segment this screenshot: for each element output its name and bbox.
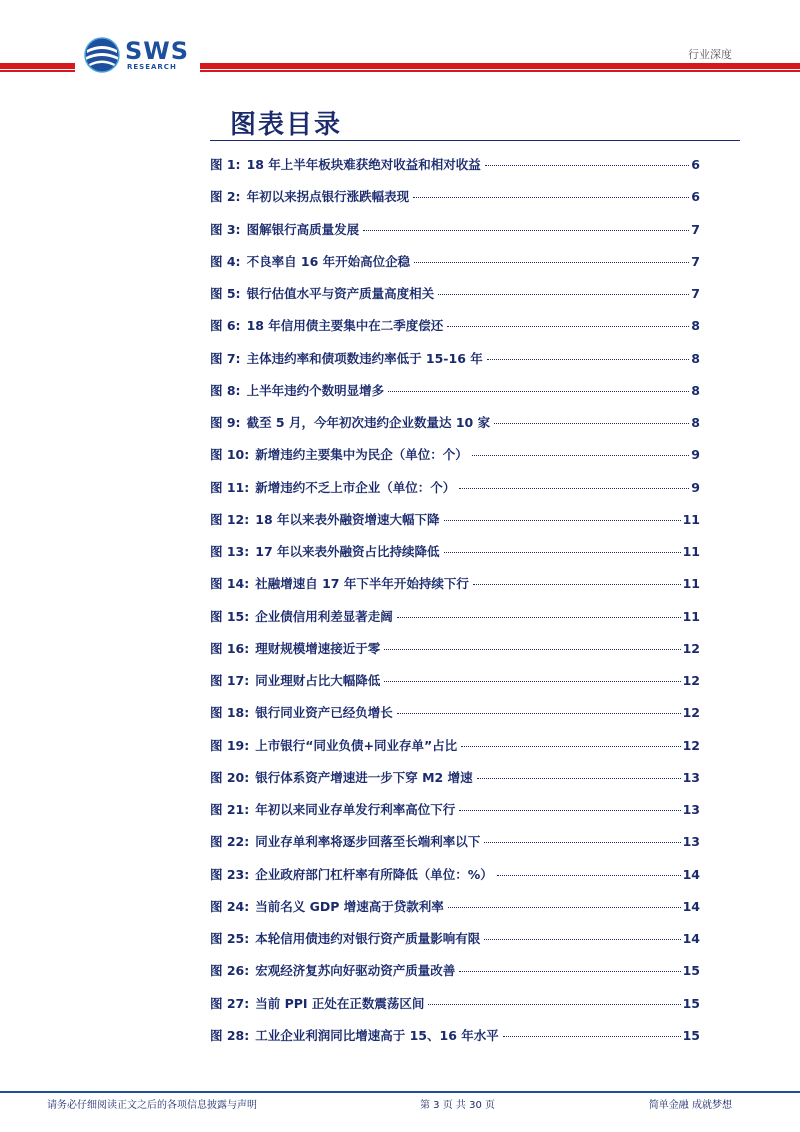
- toc-item-text: 不良率自 16 年开始高位企稳: [246, 253, 411, 269]
- toc-item-page: 12: [682, 737, 700, 753]
- toc-dot-leader: [384, 649, 680, 650]
- toc-item-text: 新增违约不乏上市企业（单位：个）: [255, 479, 456, 495]
- toc-item-number: 图 4:: [210, 253, 241, 269]
- toc-item-page: 7: [691, 253, 700, 269]
- toc-item-page: 15: [682, 1027, 700, 1043]
- footer-slogan: 简单金融 成就梦想: [648, 1100, 732, 1111]
- toc-dot-leader: [444, 552, 681, 553]
- toc-item-number: 图 14:: [210, 576, 250, 592]
- toc-dot-leader: [388, 391, 689, 392]
- header-category-tag: 行业深度: [688, 48, 732, 61]
- toc-item-number: 图 21:: [210, 802, 250, 817]
- header-rule-left: [0, 63, 75, 69]
- toc-item[interactable]: [210, 800, 700, 832]
- toc-item-number: 图 13:: [210, 544, 250, 559]
- toc-item-text: 18 年信用债主要集中在二季度偿还: [246, 318, 444, 334]
- toc-item[interactable]: [210, 703, 700, 735]
- toc-item[interactable]: [210, 252, 700, 284]
- toc-item[interactable]: [210, 574, 700, 606]
- toc-item-number: 图 9:: [210, 415, 241, 430]
- header-rule-right-thin: [200, 70, 800, 72]
- toc-item-text: 上半年违约个数明显增多: [246, 382, 385, 398]
- toc-dot-leader: [397, 617, 681, 618]
- toc-item-text: 主体违约率和债项数违约率低于 15-16 年: [246, 350, 483, 366]
- toc-item-text: 18 年以来表外融资增速大幅下降: [255, 511, 440, 527]
- toc-item-number: 图 8:: [210, 382, 241, 398]
- toc-item-page: 8: [691, 350, 700, 366]
- footer-disclaimer: 请务必仔细阅读正文之后的各项信息披露与声明: [47, 1100, 257, 1111]
- toc-item[interactable]: [210, 994, 700, 1026]
- toc-dot-leader: [444, 520, 681, 521]
- toc-item-number: 图 20:: [210, 769, 250, 785]
- toc-item[interactable]: [210, 1026, 700, 1058]
- toc-item-text: 截至 5 月，今年初次违约企业数量达 10 家: [246, 415, 491, 430]
- toc-item-number: 图 2:: [210, 189, 241, 205]
- header-rule-right: [200, 63, 800, 69]
- toc-item[interactable]: [210, 413, 700, 445]
- toc-item-text: 图解银行高质量发展: [246, 221, 360, 237]
- toc-item-page: 8: [691, 318, 700, 334]
- toc-dot-leader: [503, 1036, 681, 1037]
- toc-dot-leader: [428, 1004, 680, 1005]
- toc-dot-leader: [414, 262, 689, 263]
- toc-dot-leader: [363, 230, 689, 231]
- logo-text: SWS: [125, 37, 190, 65]
- toc-item-text: 银行同业资产已经负增长: [255, 705, 393, 721]
- toc-item[interactable]: [210, 607, 700, 639]
- toc-item-page: 7: [691, 286, 700, 301]
- toc-item-text: 宏观经济复苏向好驱动资产质量改善: [255, 963, 456, 979]
- toc-item[interactable]: [210, 155, 700, 187]
- toc-item[interactable]: [210, 542, 700, 574]
- toc-item-text: 企业政府部门杠杆率有所降低（单位：%）: [255, 866, 493, 882]
- toc-item-text: 年初以来同业存单发行利率高位下行: [255, 802, 456, 817]
- toc-item-text: 上市银行“同业负债+同业存单”占比: [255, 737, 458, 753]
- toc-item-page: 15: [682, 995, 700, 1011]
- toc-item-number: 图 26:: [210, 963, 250, 979]
- toc-dot-leader: [472, 455, 690, 456]
- toc-item-number: 图 17:: [210, 673, 250, 688]
- toc-item-number: 图 19:: [210, 737, 250, 753]
- toc-item-text: 银行估值水平与资产质量高度相关: [246, 286, 435, 301]
- toc-item-page: 8: [691, 415, 700, 430]
- toc-item-text: 新增违约主要集中为民企（单位：个）: [255, 447, 468, 463]
- toc-dot-leader: [459, 971, 680, 972]
- toc-item-number: 图 10:: [210, 447, 250, 463]
- toc-item-text: 理财规模增速接近于零: [255, 640, 381, 656]
- toc-item[interactable]: [210, 832, 700, 864]
- toc-item-number: 图 7:: [210, 350, 241, 366]
- toc-item-number: 图 15:: [210, 608, 250, 624]
- toc-item-page: 13: [682, 769, 700, 785]
- toc-item[interactable]: [210, 929, 700, 961]
- toc-item[interactable]: [210, 510, 700, 542]
- toc-item-text: 工业企业利润同比增速高于 15、16 年水平: [255, 1027, 499, 1043]
- toc-item[interactable]: [210, 381, 700, 413]
- toc-dot-leader: [448, 907, 681, 908]
- toc-dot-leader: [384, 681, 680, 682]
- toc-dot-leader: [447, 326, 689, 327]
- toc-item-text: 18 年上半年板块难获绝对收益和相对收益: [246, 157, 481, 172]
- toc-item-text: 银行体系资产增速进一步下穿 M2 增速: [255, 769, 473, 785]
- toc-item-text: 年初以来拐点银行涨跌幅表现: [246, 189, 410, 205]
- toc-dot-leader: [484, 939, 680, 940]
- toc-item[interactable]: [210, 187, 700, 219]
- toc-item-text: 当前 PPI 正处在正数震荡区间: [255, 995, 425, 1011]
- toc-dot-leader: [473, 584, 681, 585]
- toc-item-number: 图 24:: [210, 898, 250, 914]
- toc-list: [210, 155, 700, 1058]
- toc-item-page: 12: [682, 640, 700, 656]
- logo-subtext: RESEARCH: [127, 63, 177, 71]
- toc-item-number: 图 1:: [210, 157, 241, 172]
- toc-item[interactable]: [210, 865, 700, 897]
- toc-dot-leader: [461, 746, 680, 747]
- toc-item-page: 12: [682, 705, 700, 721]
- toc-item-page: 9: [691, 479, 700, 495]
- toc-item-number: 图 27:: [210, 995, 250, 1011]
- toc-item-page: 14: [682, 866, 700, 882]
- toc-item[interactable]: [210, 349, 700, 381]
- toc-dot-leader: [459, 810, 680, 811]
- toc-item[interactable]: [210, 639, 700, 671]
- toc-item[interactable]: [210, 671, 700, 703]
- toc-dot-leader: [487, 359, 690, 360]
- toc-title: 图表目录: [230, 110, 343, 140]
- toc-item-number: 图 23:: [210, 866, 250, 882]
- toc-item-page: 12: [682, 673, 700, 688]
- toc-dot-leader: [484, 842, 680, 843]
- toc-dot-leader: [459, 488, 689, 489]
- toc-item[interactable]: [210, 961, 700, 993]
- toc-item-page: 11: [682, 511, 700, 527]
- toc-item-number: 图 6:: [210, 318, 241, 334]
- toc-dot-leader: [397, 713, 681, 714]
- toc-item-number: 图 5:: [210, 286, 241, 301]
- footer-rule: [0, 1091, 800, 1093]
- toc-dot-leader: [413, 197, 689, 198]
- toc-dot-leader: [485, 165, 689, 166]
- toc-item-number: 图 18:: [210, 705, 250, 721]
- toc-item[interactable]: [210, 736, 700, 768]
- toc-item-page: 11: [682, 576, 700, 592]
- toc-item-number: 图 22:: [210, 834, 250, 850]
- toc-item-page: 7: [691, 221, 700, 237]
- toc-item-text: 当前名义 GDP 增速高于贷款利率: [255, 898, 444, 914]
- toc-title-rule: [210, 140, 740, 141]
- toc-item[interactable]: [210, 478, 700, 510]
- toc-item-number: 图 11:: [210, 479, 250, 495]
- toc-dot-leader: [497, 875, 681, 876]
- toc-dot-leader: [494, 423, 689, 424]
- header-rule-left-thin: [0, 70, 75, 72]
- toc-item-text: 社融增速自 17 年下半年开始持续下行: [255, 576, 469, 592]
- toc-item-number: 图 25:: [210, 931, 250, 946]
- toc-item[interactable]: [210, 220, 700, 252]
- toc-item[interactable]: [210, 897, 700, 929]
- toc-item-page: 13: [682, 834, 700, 850]
- sws-globe-icon: [83, 36, 121, 74]
- toc-item-number: 图 3:: [210, 221, 241, 237]
- toc-item-page: 14: [682, 931, 700, 946]
- toc-item-page: 6: [691, 157, 700, 172]
- footer-page-info: 第 3 页 共 30 页: [420, 1100, 495, 1111]
- toc-item-page: 9: [691, 447, 700, 463]
- toc-item[interactable]: [210, 316, 700, 348]
- toc-item-number: 图 12:: [210, 511, 250, 527]
- toc-item[interactable]: [210, 284, 700, 316]
- toc-item-text: 同业理财占比大幅降低: [255, 673, 381, 688]
- toc-item[interactable]: [210, 445, 700, 477]
- toc-item[interactable]: [210, 768, 700, 800]
- toc-item-page: 14: [682, 898, 700, 914]
- toc-dot-leader: [438, 294, 689, 295]
- toc-item-text: 同业存单利率将逐步回落至长端利率以下: [255, 834, 481, 850]
- toc-item-page: 11: [682, 544, 700, 559]
- toc-item-number: 图 28:: [210, 1027, 250, 1043]
- toc-item-text: 企业债信用利差显著走阔: [255, 608, 393, 624]
- toc-item-number: 图 16:: [210, 640, 250, 656]
- sws-logo: [83, 36, 203, 76]
- toc-item-page: 6: [691, 189, 700, 205]
- toc-item-text: 本轮信用债违约对银行资产质量影响有限: [255, 931, 481, 946]
- toc-item-text: 17 年以来表外融资占比持续降低: [255, 544, 440, 559]
- toc-item-page: 8: [691, 382, 700, 398]
- toc-item-page: 13: [682, 802, 700, 817]
- toc-dot-leader: [477, 778, 681, 779]
- toc-item-page: 11: [682, 608, 700, 624]
- toc-item-page: 15: [682, 963, 700, 979]
